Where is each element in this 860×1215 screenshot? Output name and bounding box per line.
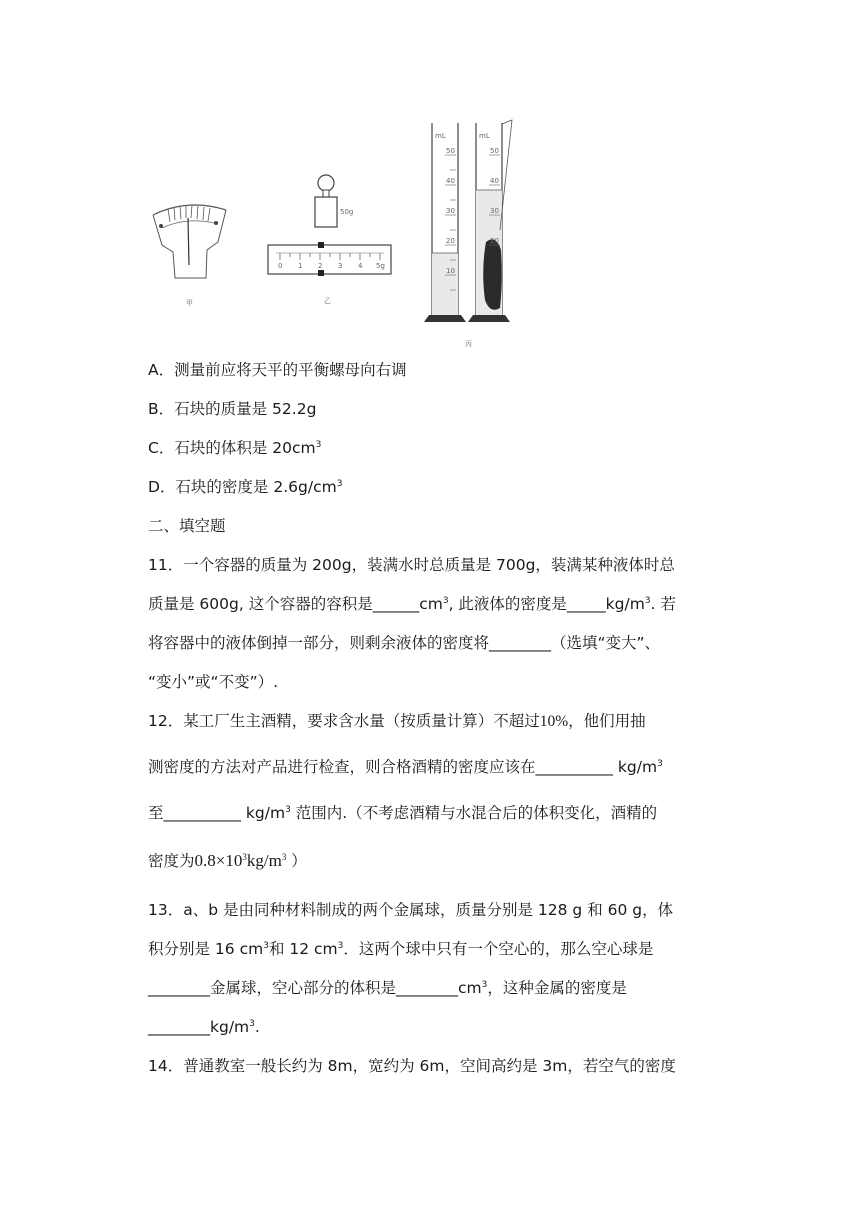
superscript: 3 (285, 805, 291, 815)
cylinder-unit: mL (435, 132, 446, 140)
q12-line-2 (148, 757, 663, 777)
q11-text: 质量是 600g, 这个容器的容积是______cm (148, 595, 443, 613)
q11-line-4: “变小”或“不变”）. (148, 673, 279, 691)
option-d (148, 477, 342, 497)
option-b: B．石块的质量是 52.2g (148, 400, 317, 418)
cylinder-tick: 10 (446, 267, 455, 275)
q11-line-1: 11．一个容器的质量为 200g，装满水时总质量是 700g，装满某种液体时总 (148, 556, 675, 574)
q13-line-4 (148, 1017, 260, 1037)
cylinder-unit: mL (479, 132, 490, 140)
superscript: 3 (281, 852, 287, 862)
q12-text: 12．某工厂生主酒精，要求含水量（按质量计算）不超过 (148, 712, 540, 730)
cylinder-tick: 20 (446, 237, 455, 245)
cylinder-tick: 40 (446, 177, 455, 185)
option-c-text: C．石块的体积是 20cm (148, 439, 316, 457)
q13-text: ________kg/m (148, 1018, 250, 1036)
q12-line-3 (148, 803, 657, 823)
option-a: A．测量前应将天平的平衡螺母向右调 (148, 361, 407, 379)
ruler-tick: 0 (278, 262, 283, 270)
weight-label: 50g (340, 208, 354, 216)
q12-text: 测密度的方法对产品进行检查，则合格酒精的密度应该在__________ kg/m (148, 758, 658, 776)
superscript: 3 (644, 596, 651, 606)
q12-text: 范围内.（不考虑酒精与水混合后的体积变化，酒精的 (290, 804, 658, 822)
density-formula (195, 851, 287, 870)
ruler-tick: 3 (338, 262, 343, 270)
superscript: 3 (336, 479, 343, 489)
q12-line-1 (148, 711, 646, 732)
q13-text: ________金属球，空心部分的体积是________cm (148, 979, 482, 997)
q13-line-3 (148, 978, 627, 998)
superscript: 3 (481, 980, 488, 990)
q13-line-2 (148, 939, 653, 959)
ruler-tick: 5g (376, 262, 385, 270)
q13-text: 和 12 cm (268, 940, 338, 958)
cylinder-tick: 40 (490, 177, 499, 185)
caption-bing: 丙 (465, 340, 472, 348)
q12-line-4 (148, 851, 307, 871)
q13-line-1: 13．a、b 是由同种材料制成的两个金属球，质量分别是 128 g 和 60 g，体 (148, 901, 674, 919)
q11-line-3: 将容器中的液体倒掉一部分，则剩余液体的密度将________（选填“变大”、 (148, 634, 661, 652)
superscript: 3 (263, 941, 269, 951)
q13-text: 积分别是 16 cm (148, 940, 264, 958)
balance-scale-diagram (153, 205, 226, 307)
cylinder-tick: 30 (446, 207, 455, 215)
superscript: 3 (315, 440, 322, 450)
q12-text: ） (286, 852, 307, 870)
cylinder-tick: 20 (490, 237, 499, 245)
caption-yi: 乙 (324, 297, 331, 305)
option-d-text: D．石块的密度是 2.6g/cm (148, 478, 337, 496)
cylinder-tick: 50 (446, 147, 455, 155)
superscript: 3 (442, 596, 449, 606)
weight-ruler-diagram (268, 175, 391, 305)
formula-part: kg/m (246, 851, 282, 870)
superscript: 3 (242, 852, 247, 862)
experiment-figure (140, 110, 540, 355)
q11-text: . 若 (650, 595, 676, 613)
formula-part: 0.8×10 (194, 851, 243, 870)
q13-text: ．这两个球中只有一个空心的，那么空心球是 (343, 940, 654, 958)
ruler-tick: 2 (318, 262, 323, 270)
superscript: 3 (657, 759, 663, 769)
ruler-tick: 1 (298, 262, 303, 270)
q11-text: , 此液体的密度是_____kg/m (448, 595, 645, 613)
cylinders-diagram (424, 120, 512, 348)
cylinder-tick: 30 (490, 207, 499, 215)
ruler-tick: 4 (358, 262, 363, 270)
q11-line-2 (148, 594, 676, 614)
q12-text: 密度为 (148, 852, 195, 870)
q13-text: . (254, 1018, 260, 1036)
cylinder-tick: 50 (490, 147, 499, 155)
superscript: 3 (249, 1019, 255, 1029)
q12-percent: 10% (539, 713, 569, 730)
q12-text: 至__________ kg/m (148, 804, 286, 822)
option-c (148, 438, 321, 458)
section-title: 二、填空题 (148, 517, 226, 535)
q14-line-1: 14．普通教室一般长约为 8m，宽约为 6m，空间高约是 3m，若空气的密度 (148, 1057, 676, 1075)
q12-text: ，他们用抽 (568, 712, 646, 730)
q13-text: ，这种金属的密度是 (487, 979, 627, 997)
superscript: 3 (337, 941, 344, 951)
caption-jia: 甲 (186, 299, 193, 307)
